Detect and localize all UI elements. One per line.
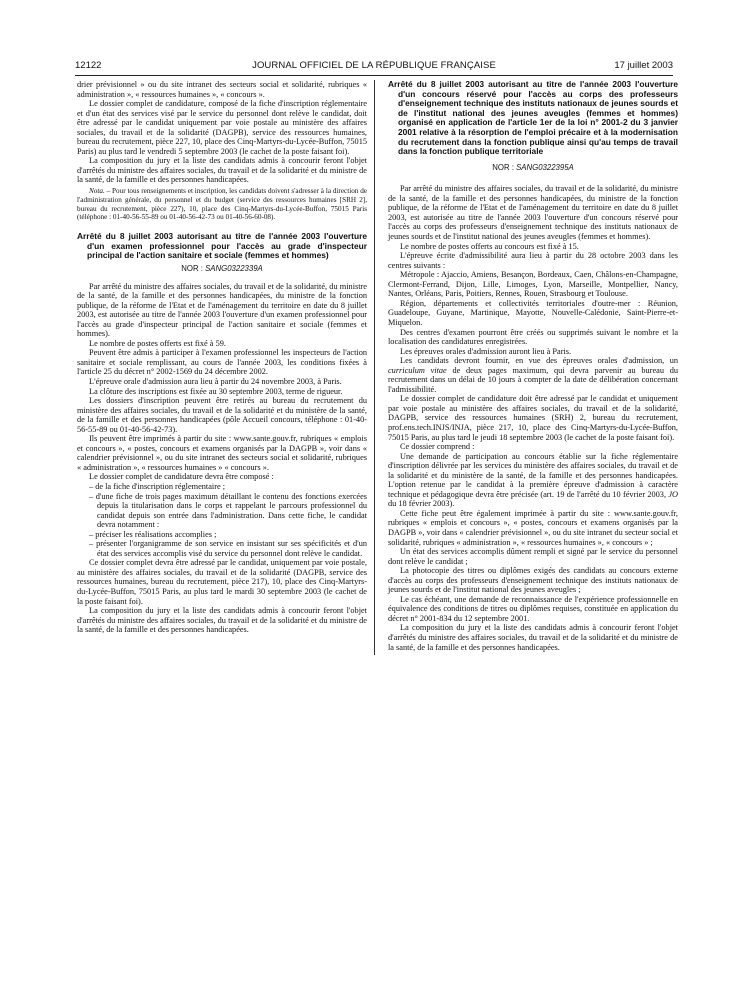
italic-term: JO [668,489,678,499]
paragraph: Par arrêté du ministre des affaires sociales, du travail et de la solidarité, du ministre de la santé, de la famille et des personnes handicapées, du ministre de la fonction publique, de la réforme de l'Etat et de l'aménagement du territoire en date du 8 juillet 2003, est autorisée au titre de l'année 2003 l'ouverture d'un concours réservé pour l'accès au corps des professeurs d'enseignement technique des instituts nationaux de jeunes sourds et de l'institut national des jeunes aveugles (femmes et hommes). [388,184,678,242]
text-run: Les candidats devront fournir, en vue des épreuves orales d'admission, un [400,356,678,366]
paragraph: La clôture des inscriptions est fixée au 30 septembre 2003, terme de rigueur. [89,386,343,396]
paragraph: Ce dossier complet devra être adressé par le candidat, uniquement par voie postale, au ministère des affaires sociales, du travail et de la solidarité (DAGPB, service des ressources humaines, bureau du recrutement, pièce 217), 10, place des Cinq-Martyrs-du-Lycée-Buffon, 75015 Paris, au plus tard le mardi 30 septembre 2003 (le cachet de la poste faisant foi). [77,558,367,606]
paragraph: Le cas échéant, une demande de reconnaissance de l'expérience professionnelle en équivalence des conditions de titres ou diplômes requises, constituée en application du décret n° 2001-834 du 12 septembre 2001. [388,594,678,623]
paragraph: L'épreuve écrite d'admissibilité aura lieu à partir du 28 octobre 2003 dans les centres suivants : [388,251,678,270]
paragraph: Les dossiers d'inscription peuvent être retirés au bureau du recrutement du ministère des affaires sociales, du travail et de la solidarité et du ministère de la santé, de la famille et des personnes handicapées (pôle Accueil concours, téléphone : 01-40-56-55-89 ou 01-40-56-42-73). [77,396,367,434]
paragraph: Par arrêté du ministre des affaires sociales, du travail et de la solidarité, du ministre de la santé, de la famille et des personnes handicapées, du ministre de la fonction publique, de la réforme de l'Etat et de l'aménagement du territoire en date du 8 juillet 2003, est autorisée au titre de l'année 2003 l'ouverture d'un examen professionnel pour l'accès au grade d'inspecteur principal de l'action sanitaire et sociale (femmes et hommes). [77,281,367,339]
paragraph: L'épreuve orale d'admission aura lieu à partir du 24 novembre 2003, à Paris. [89,377,342,386]
article-title [77,232,367,261]
nor-reference [388,163,678,173]
article-title-rest: autorisant au titre de l'année 2003 l'ouverture d'un concours réservé pour l'accès au corps des professeurs d'enseignement technique des instituts nationaux de jeunes sourds et de l'institut national des jeunes aveugles (femmes et hommes) organisé en application de l'article 1er de la loi n° 2001-2 du 3 janvier 2001 relative à la résorption de l'emploi précaire et à la modernisation du recrutement dans la fonction publique ainsi qu'au temps de travail dans la fonction publique territoriale [398,79,679,157]
paragraph: Peuvent être admis à participer à l'examen professionnel les inspecteurs de l'action sanitaire et sociale remplissant, au cours de l'année 2003, les conditions fixées à l'article 25 du décret n° 2002-1569 du 24 décembre 2002. [77,348,367,377]
italic-term: curriculum vitae [388,365,447,375]
paragraph: Le nombre de postes offerts au concours est fixé à 15. [400,241,579,251]
nor-label: NOR : [181,263,203,273]
article-title-lead: Arrêté du 8 juillet 2003 [77,231,174,242]
paragraph: Les épreuves orales d'admission auront lieu à Paris. [400,346,572,356]
right-column [388,80,678,652]
paragraph: Le dossier complet de candidature doit être adressé par le candidat et uniquement par voie postale au ministère des affaires sociales, du travail et de la solidarité, DAGPB, service des ressources humaines (SRH) 2, bureau du recrutement, prof.ens.tech.INJS/INJA, pièce 217, 10, place des Cinq-Martyrs-du-Lycée-Buffon, 75015 Paris, au plus tard le jeudi 18 septembre 2003 (le cachet de la poste faisant foi). [388,394,678,442]
list-item: – d'une fiche de trois pages maximum détaillant le contenu des fonctions exercées depuis la titularisation dans le corps et rappelant le parcours professionnel du candidat depuis son entrée dans l'administration. Dans cette fiche, le candidat devra notamment : [89,491,367,530]
nor-label: NOR : [492,162,514,172]
paragraph: Le nombre de postes offerts est fixé à 59. [89,338,226,348]
paragraph: La composition du jury et la liste des candidats admis à concourir feront l'objet d'arrêtés du ministre des affaires sociales, du travail et de la solidarité et du ministre de la santé, de la famille et des personnes handicapées. [77,606,367,635]
left-column [77,80,367,635]
nota-note [77,187,367,222]
paragraph: Le dossier complet de candidature, composé de la fiche d'inscription réglementaire et d'un état des services visé par le service du personnel dont relève le candidat, doit être adressé par le candidat uniquement par voie postale au ministère des affaires sociales, du travail et de la solidarité (DAGPB), service des ressources humaines, bureau du recrutement, pièce 227, 10, place des Cinq-Martyrs-du-Lycée-Buffon, 75015 Paris) au plus tard le vendredi 5 septembre 2003 (le cachet de la poste faisant foi). [77,99,367,156]
paragraph: Région, départements et collectivités territoriales d'outre-mer : Réunion, Guadeloupe, Guyane, Martinique, Mayotte, Nouvelle-Calédonie, Saint-Pierre-et-Miquelon. [388,298,678,327]
paragraph: Ils peuvent être imprimés à partir du site : www.sante.gouv.fr, rubriques « emplois et concours », « postes, concours et examens organisés par la DAGPB », voir dans « calendrier prévisionnel », ou du site intranet des secteurs social et solidarité, rubriques « administration », « ressources humaines » « concours ». [77,434,367,472]
list-item: – préciser les réalisations accomplies ; [89,529,217,539]
journal-title: JOURNAL OFFICIEL DE LA RÉPUBLIQUE FRANÇAISE [252,60,496,71]
text-run: de deux pages maximum, qui devra parvenir au bureau du recrutement dans un délai de 10 jours à compter de la date de délibération concernant l'admissibilité. [388,365,678,394]
page-number: 12122 [75,60,102,71]
paragraph [388,356,678,394]
paragraph: La composition du jury et la liste des candidats admis à concourir feront l'objet d'arrêtés du ministre des affaires sociales, du travail et de la solidarité et du ministre de la santé, de la famille et des personnes handicapées. [77,156,367,185]
paragraph: Métropole : Ajaccio, Amiens, Besançon, Bordeaux, Caen, Châlons-en-Champagne, Clermont-Ferrand, Dijon, Lille, Limoges, Lyon, Marseille, Montpellier, Nancy, Nantes, Orléans, Paris, Poitiers, Rennes, Rouen, Strasbourg et Toulouse. [388,270,678,299]
nota-text: – Pour tous renseignements et inscription, les candidats doivent s'adresser à la direction de l'administration générale, du personnel et du budget (service des ressources humaines [SRH 2], bureau du recrutement, pièce 227), 10, place des Cinq-Martyrs-du-Lycée-Buffon, 75015 Paris (téléphone : 01-40-56-55-89 ou 01-40-56-42-73 ou 01-40-56-60-08). [77,187,367,222]
header-rule [75,75,673,76]
text-run: Une demande de participation au concours établie sur la fiche réglementaire d'inscription délivrée par les services du ministère des affaires sociales, du travail et de la solidarité et du ministère de la santé, de la famille et des personnes handicapées. L'option retenue par le candidat à la première épreuve d'admission à caractère technique et pédagogique devra être précisée (art. 19 de l'arrêté du 10 février 2003, [388,451,678,499]
article-title-lead: Arrêté du 8 juillet 2003 [388,79,485,89]
paragraph: Cette fiche peut être également imprimée à partir du site : www.sante.gouv.fr, rubriques « emplois et concours », « postes, concours et examens organisés par la DAGPB », voir dans « calendrier prévisionnel », ou du site intranet du secteur social et solidarité, rubriques « administration », « ressources humaines », « concours » ; [388,508,678,547]
paragraph: Des centres d'examen pourront être créés ou supprimés suivant le nombre et la localisation des candidatures enregistrées. [388,327,678,347]
nota-label: Nota. [89,187,105,196]
article-title [388,80,678,157]
text-run: du 18 février 2003). [388,499,455,509]
paragraph: Un état des services accomplis dûment rempli et signé par le service du personnel dont relève le candidat ; [388,547,678,566]
list-item: – présenter l'organigramme de son service en insistant sur ses spécificités et d'un état des services accomplis visé du service du personnel dont relève le candidat. [89,539,367,558]
list-item: – de la fiche d'inscription réglementaire ; [89,482,226,492]
paragraph: Le dossier complet de candidature devra être composé : [89,472,274,482]
nor-code: SANG0322395A [516,162,574,172]
paragraph: La photocopie des titres ou diplômes exigés des candidats au concours externe d'accès au corps des professeurs d'enseignement technique des instituts nationaux de jeunes sourds et de l'institut national des jeunes aveugles ; [388,566,678,595]
paragraph: drier prévisionnel » ou du site intranet des secteurs social et solidarité, rubriques « administration », « ressources humaines », « concours ». [77,80,367,99]
nor-reference [77,264,367,274]
paragraph: Ce dossier comprend : [400,442,475,452]
page-header [75,60,673,74]
nor-code: SANG0322339A [205,263,263,273]
article-title-rest: autorisant au titre de l'année 2003 l'ouverture d'un examen professionnel pour l'accès au grade d'inspecteur principal de l'action sanitaire et sociale (femmes et hommes) [87,231,368,261]
paragraph [388,452,678,509]
column-divider [374,80,375,655]
issue-date: 17 juillet 2003 [614,60,673,71]
paragraph: La composition du jury et la liste des candidats admis à concourir feront l'objet d'arrêtés du ministre des affaires sociales, du travail et de la solidarité et du ministre de la santé, de la famille et des personnes handicapées. [388,623,678,652]
